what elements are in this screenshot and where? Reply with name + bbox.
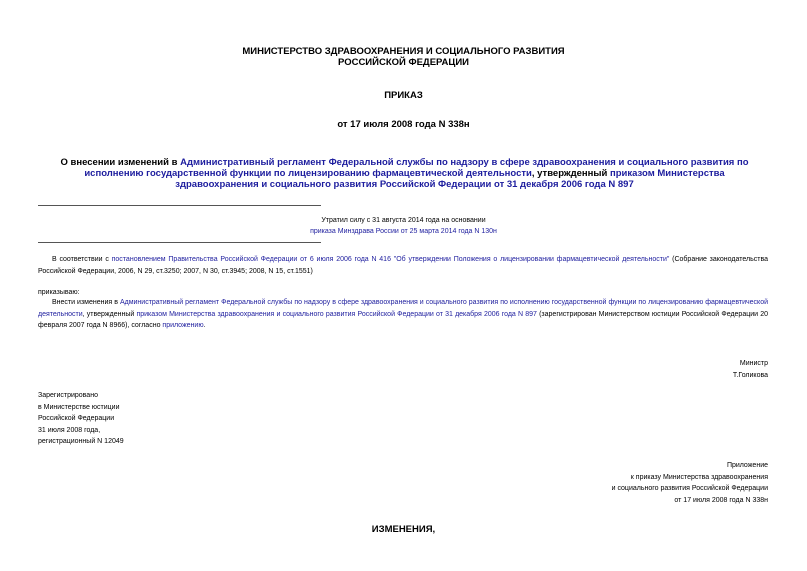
order-link-regulation[interactable]: Административный регламент Федеральной службы по надзору в сфере здравоохранения и социального развития по исполнению государственной функции по лицензированию фармацевтической деятельности — [38, 299, 768, 318]
basis-link-resolution-416[interactable]: постановлением Правительства Российской Федерации от 6 июля 2006 года N 416 "Об утверждении Положения о лицензировании фармацевтической деятельности" — [111, 256, 670, 263]
title-link-order-897[interactable]: приказом Министерства здравоохранения и социального развития Российской Федерации от 31 декабря 2006 года N 897 — [175, 168, 725, 190]
basis-paragraph — [38, 254, 768, 277]
registration-line: регистрационный N 12049 — [38, 438, 124, 445]
document-type: ПРИКАЗ — [384, 90, 423, 101]
appendix-block — [612, 460, 768, 506]
document-date-number: от 17 июля 2008 года N 338н — [337, 119, 470, 130]
title-prefix: О внесении изменений в — [60, 157, 181, 168]
title-middle: , утвержденный — [531, 168, 610, 179]
notice-line-2-wrapper — [0, 226, 807, 238]
signature-block — [733, 358, 768, 381]
registration-line: 31 июля 2008 года, — [38, 426, 101, 434]
appendix-line: к приказу Министерства здравоохранения — [630, 473, 768, 481]
document-title — [52, 157, 757, 190]
order-link-order-897[interactable]: приказом Министерства здравоохранения и социального развития Российской Федерации от 31 декабря 2006 года N 897 — [136, 310, 537, 318]
divider-top — [38, 205, 321, 206]
changes-heading: ИЗМЕНЕНИЯ, — [371, 524, 436, 535]
order-end: . — [203, 322, 206, 329]
notice-link-order-130n[interactable]: приказа Минздрава России от 25 марта 2014 года N 130н — [310, 228, 497, 235]
registration-line: Зарегистрировано — [38, 392, 98, 399]
basis-suffix: (Собрание законодательства Российской Федерации, 2006, N 29, ст.3250; 2007, N 30, ст.3945; 2008, N 15, ст.1551) — [38, 256, 768, 275]
ministry-line-2: РОССИЙСКОЙ ФЕДЕРАЦИИ — [337, 57, 469, 68]
order-link-appendix[interactable]: приложению — [162, 322, 204, 329]
order-prefix: Внести изменения в — [52, 299, 120, 306]
order-paragraph — [38, 297, 768, 332]
appendix-line: и социального развития Российской Федерации — [611, 485, 768, 492]
order-word: приказываю: — [38, 289, 80, 296]
ministry-line-1: МИНИСТЕРСТВО ЗДРАВООХРАНЕНИЯ И СОЦИАЛЬНОГО РАЗВИТИЯ — [242, 46, 565, 57]
notice-line-1: Утратил силу с 31 августа 2014 года на основании — [321, 217, 486, 224]
registration-block — [38, 390, 124, 448]
divider-bottom — [38, 242, 321, 243]
order-middle-1: , утвержденный — [82, 310, 137, 318]
registration-line: Российской Федерации — [38, 415, 115, 422]
signature-position: Министр — [739, 360, 768, 367]
appendix-line: от 17 июля 2008 года N 338н — [674, 496, 768, 504]
signature-name: Т.Голикова — [732, 371, 768, 379]
basis-prefix: В соответствии с — [52, 256, 112, 263]
registration-line: в Министерстве юстиции — [38, 403, 120, 411]
order-middle-2: (зарегистрирован Министерством юстиции Российской Федерации 20 февраля 2007 года N 8966), согласно — [38, 310, 769, 329]
appendix-line: Приложение — [726, 462, 768, 469]
title-link-regulation[interactable]: Административный регламент Федеральной службы по надзору в сфере здравоохранения и социального развития по исполнению государственной функции по лицензированию фармацевтической деятельности — [84, 157, 749, 179]
